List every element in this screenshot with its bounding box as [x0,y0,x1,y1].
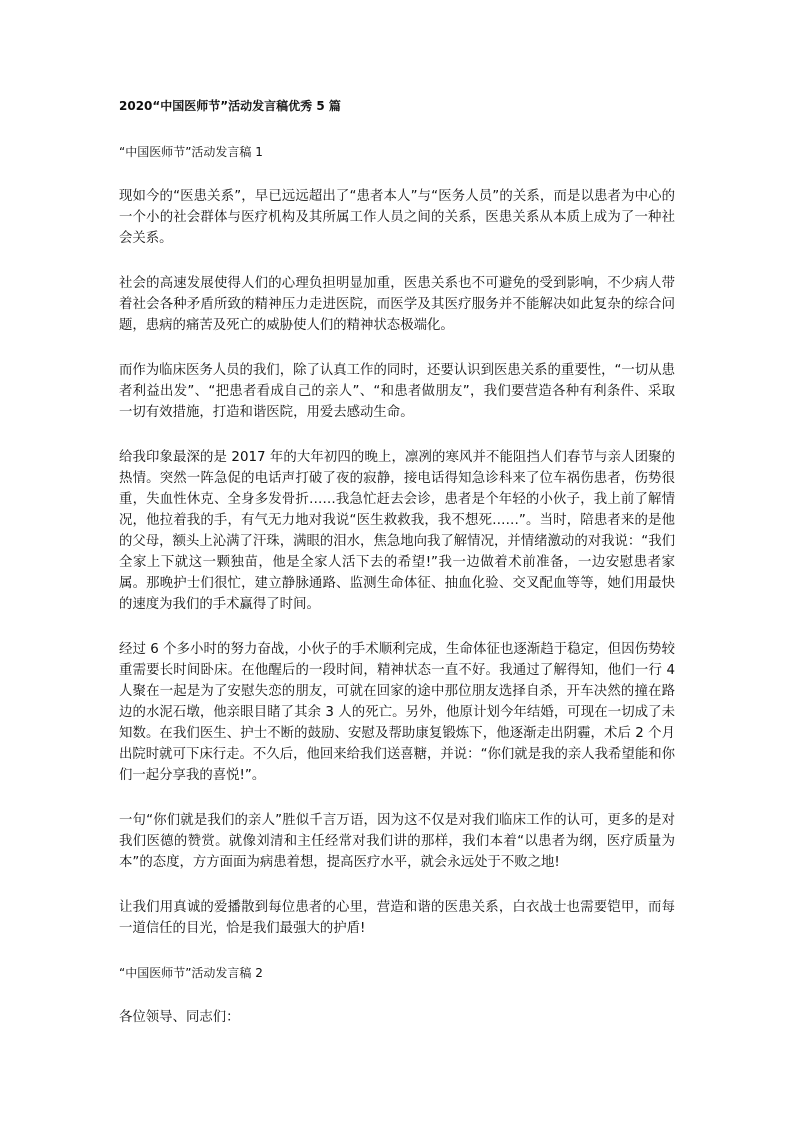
document-title: 2020“中国医师节”活动发言稿优秀 5 篇 [119,99,341,113]
paragraph: 给我印象最深的是 2017 年的大年初四的晚上，凛冽的寒风并不能阻挡人们春节与亲人团聚的热情。突然一阵急促的电话声打破了夜的寂静，接电话得知急诊科来了位车祸伤患者，伤势很重，失血性休克、全身多发骨折……我急忙赶去会诊，患者是个年轻的小伙子，我上前了解情况，他拉着我的手，有气无力地对我说“医生救救我，我不想死……”。当时，陪患者来的是他的父母，额头上沁满了汗珠，满眼的泪水，焦急地向我了解情况，并情绪激动的对我说：“我们全家上下就这一颗独苗，他是全家人活下去的希望!”我一边做着术前准备，一边安慰患者家属。那晚护士们很忙，建立静脉通路、监测生命体征、抽血化验、交叉配血等等，她们用最快的速度为我们的手术赢得了时间。 [119,450,675,612]
section-heading-1: “中国医师节”活动发言稿 1 [119,145,263,159]
paragraph: 而作为临床医务人员的我们，除了认真工作的同时，还要认识到医患关系的重要性，“一切从患者利益出发”、“把患者看成自己的亲人”、“和患者做朋友”，我们要营造各种有利条件、采取一切有效措施，打造和谐医院，用爱去感动生命。 [119,363,675,420]
paragraph: 各位领导、同志们： [119,1010,240,1025]
paragraph: 现如今的“医患关系”，早已远远超出了“患者本人”与“医务人员”的关系，而是以患者为中心的一个小的社会群体与医疗机构及其所属工作人员之间的关系，医患关系从本质上成为了一种社会关系。 [119,189,675,246]
paragraph: 一句“你们就是我们的亲人”胜似千言万语，因为这不仅是对我们临床工作的认可，更多的是对我们医德的赞赏。就像刘清和主任经常对我们讲的那样，我们本着“以患者为纲，医疗质量为本”的态度，方方面面为病患着想，提高医疗水平，就会永远处于不败之地! [119,813,675,870]
paragraph: 经过 6 个多小时的努力奋战，小伙子的手术顺利完成，生命体征也逐渐趋于稳定，但因伤势较重需要长时间卧床。在他醒后的一段时间，精神状态一直不好。我通过了解得知，他们一行 4 人聚在一起是为了安慰失恋的朋友，可就在回家的途中那位朋友选择自杀，开车决然的撞在路边的水泥石墩，他亲眼目睹了其余 3 人的死亡。另外，他原计划今年结婚，可现在一切成了未知数。在我们医生、护士不断的鼓励、安慰及帮助康复锻炼下，他逐渐走出阴霾，术后 2 个月出院时就可下床行走。不久后，他回来给我们送喜糖，并说：“你们就是我的亲人我希望能和你们一起分享我的喜悦!”。 [119,642,675,783]
document-page [119,96,675,1028]
section-heading-2: “中国医师节”活动发言稿 2 [119,966,263,980]
paragraph: 让我们用真诚的爱播散到每位患者的心里，营造和谐的医患关系，白衣战士也需要铠甲，而每一道信任的目光，恰是我们最强大的护盾! [119,900,675,936]
paragraph: 社会的高速发展使得人们的心理负担明显加重，医患关系也不可避免的受到影响，不少病人带着社会各种矛盾所致的精神压力走进医院，而医学及其医疗服务并不能解决如此复杂的综合问题，患病的痛苦及死亡的威胁使人们的精神状态极端化。 [119,276,675,333]
